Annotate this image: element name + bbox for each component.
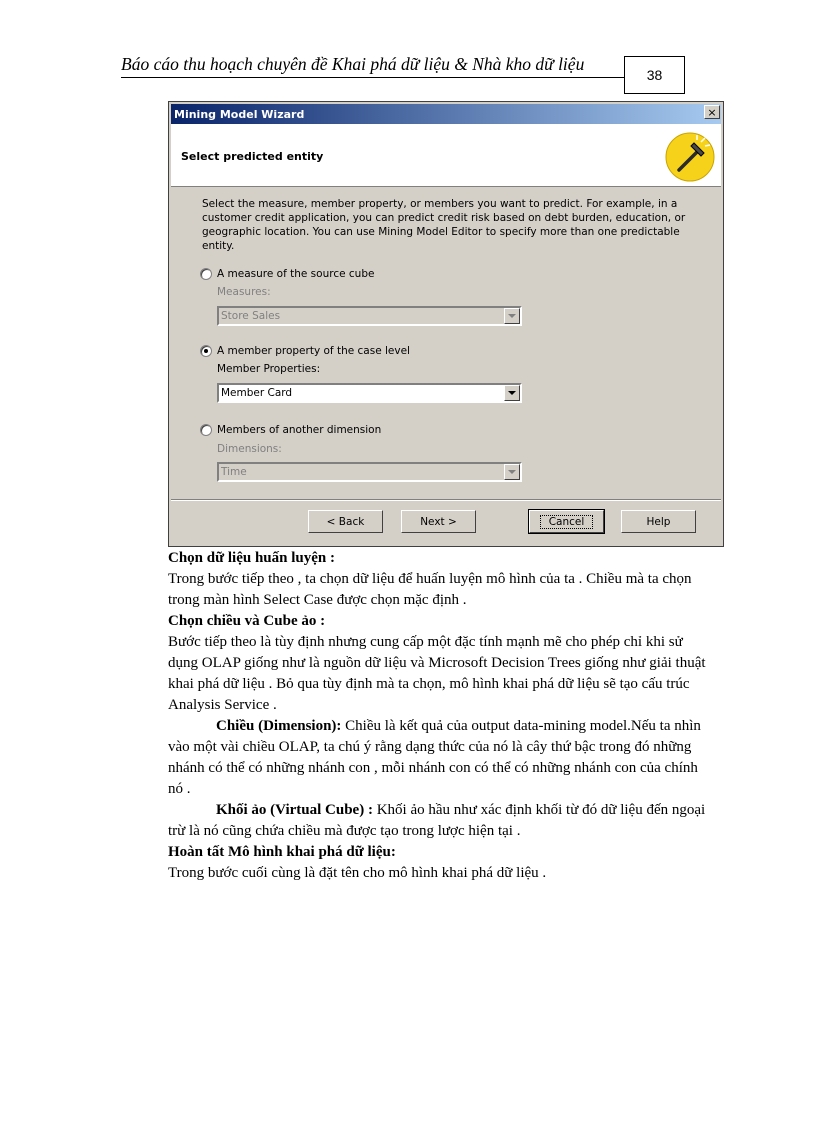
cancel-button-label: Cancel <box>540 515 594 529</box>
term: Chiều (Dimension): <box>216 718 342 734</box>
close-icon[interactable]: × <box>704 105 720 119</box>
banner-title: Select predicted entity <box>181 150 324 163</box>
document-body <box>168 548 708 884</box>
paragraph-text: Chiều là kết quả của output data-mining model.Nếu ta nhìn vào một vài chiều OLAP, ta chú ý rằng dạng thức của nó là cây thứ bậc trong đó những nhánh có thể có những nhánh con , mỗi nhánh con có thể có những nhánh con của chính nó . <box>168 718 701 797</box>
dialog-titlebar[interactable] <box>171 104 721 124</box>
chevron-down-icon[interactable] <box>504 385 520 401</box>
section-heading: Hoàn tất Mô hình khai phá dữ liệu: <box>168 844 396 860</box>
radio-member-property-label: A member property of the case level <box>217 345 410 357</box>
mining-model-wizard-dialog <box>168 101 724 547</box>
paragraph <box>168 800 708 842</box>
radio-other-dimension-button[interactable] <box>200 424 212 436</box>
back-button[interactable]: < Back <box>308 510 383 533</box>
dimensions-select-value: Time <box>221 466 247 478</box>
hammer-wizard-icon <box>665 132 715 182</box>
paragraph: Trong bước cuối cùng là đặt tên cho mô hình khai phá dữ liệu . <box>168 865 547 881</box>
wizard-banner <box>171 124 721 187</box>
measures-select-value: Store Sales <box>221 310 281 322</box>
paragraph: Trong bước tiếp theo , ta chọn dữ liệu để huấn luyện mô hình của ta . Chiều mà ta chọn trong màn hình Select Case được chọn mặc định . <box>168 571 692 608</box>
chevron-down-icon <box>504 308 520 324</box>
radio-measure[interactable] <box>200 268 374 280</box>
section-heading: Chọn dữ liệu huấn luyện : <box>168 550 335 566</box>
member-properties-select[interactable] <box>217 383 522 403</box>
radio-other-dimension[interactable] <box>200 424 381 436</box>
member-properties-label: Member Properties: <box>217 363 321 375</box>
member-properties-select-value: Member Card <box>221 387 293 399</box>
radio-measure-button[interactable] <box>200 268 212 280</box>
document-header-title: Báo cáo thu hoạch chuyên đề Khai phá dữ liệu & Nhà kho dữ liệu <box>121 54 585 74</box>
radio-member-property[interactable] <box>200 345 410 357</box>
chevron-down-icon <box>504 464 520 480</box>
paragraph: Bước tiếp theo là tùy định nhưng cung cấp một đặc tính mạnh mẽ cho phép chỉ khi sử dụng OLAP giống như là nguồn dữ liệu và Microsoft Decision Trees giống như giải thuật khai phá dữ liệu . Bỏ qua tùy định mà ta chọn, mô hình khai phá dữ liệu sẽ tạo cấu trúc Analysis Service . <box>168 634 706 713</box>
section-heading: Chọn chiều và Cube ảo : <box>168 613 326 629</box>
wizard-description: Select the measure, member property, or members you want to predict. For example, in a customer credit application, you can predict credit risk based on debt burden, education, or geographic location. You can use Mining Model Editor to specify more than one predictable entity. <box>202 198 686 252</box>
paragraph-text: Khối ảo hầu như xác định khối từ đó dữ liệu đến ngoại trừ là nó cũng chứa chiều mà được tạo trong lược hiện tại . <box>168 802 706 839</box>
cancel-button[interactable] <box>529 510 604 533</box>
header-rule <box>121 77 626 78</box>
measures-select <box>217 306 522 326</box>
dialog-title: Mining Model Wizard <box>174 107 305 121</box>
radio-measure-label: A measure of the source cube <box>217 268 375 280</box>
measures-label: Measures: <box>217 286 271 298</box>
dimensions-select <box>217 462 522 482</box>
paragraph <box>168 716 708 800</box>
next-button[interactable]: Next > <box>401 510 476 533</box>
button-separator <box>171 499 721 501</box>
dimensions-label: Dimensions: <box>217 443 282 455</box>
term: Khối ảo (Virtual Cube) : <box>216 802 373 818</box>
radio-other-dimension-label: Members of another dimension <box>217 424 382 436</box>
help-button[interactable]: Help <box>621 510 696 533</box>
page-number: 38 <box>624 56 685 94</box>
radio-member-property-button[interactable] <box>200 345 212 357</box>
